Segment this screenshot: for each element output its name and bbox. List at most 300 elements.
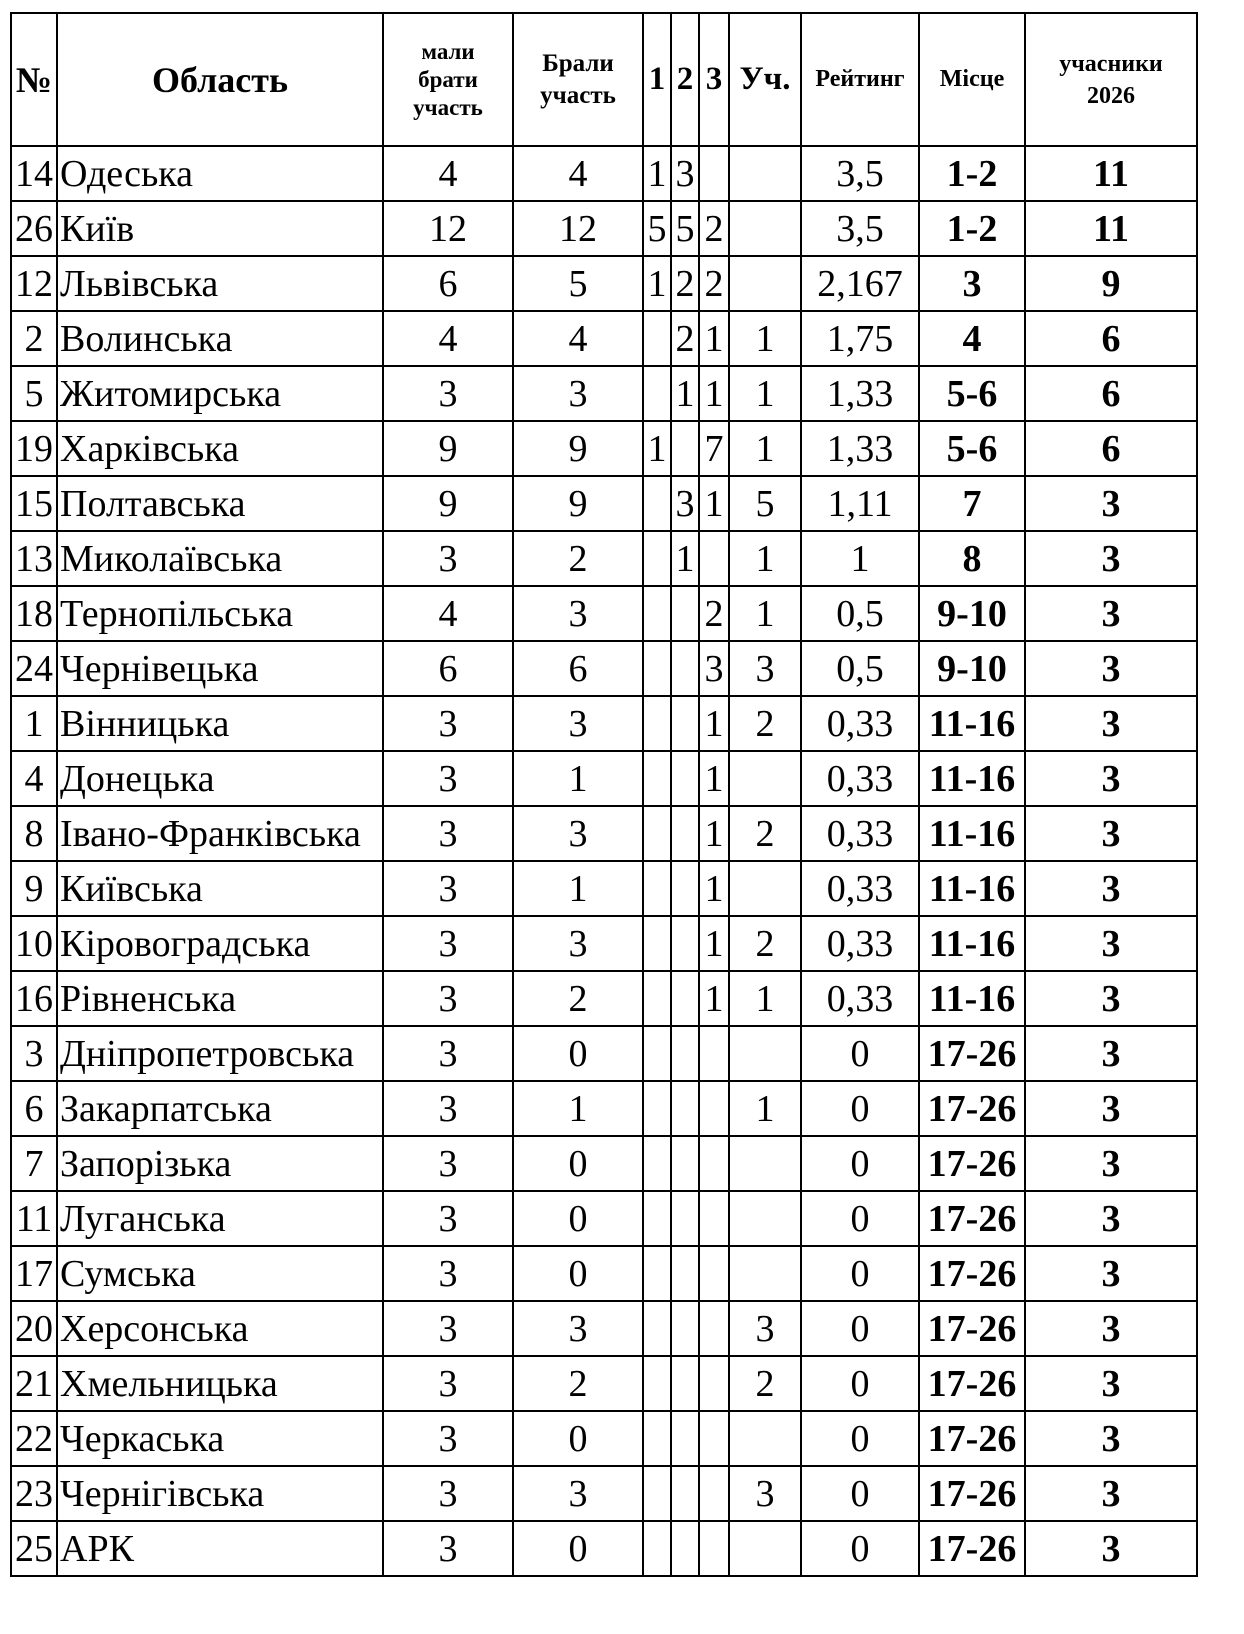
cell-region: Житомирська bbox=[57, 366, 383, 421]
cell-took: 1 bbox=[513, 861, 643, 916]
cell-planned: 3 bbox=[383, 751, 513, 806]
cell-no: 16 bbox=[11, 971, 57, 1026]
cell-first-place bbox=[643, 1246, 671, 1301]
cell-first-place: 5 bbox=[643, 201, 671, 256]
cell-first-place bbox=[643, 806, 671, 861]
cell-region: Хмельницька bbox=[57, 1356, 383, 1411]
cell-planned: 3 bbox=[383, 531, 513, 586]
header-planned bbox=[383, 13, 513, 146]
cell-third-place bbox=[699, 1026, 729, 1081]
cell-planned: 3 bbox=[383, 1411, 513, 1466]
table-row bbox=[11, 1521, 1197, 1576]
cell-place: 11-16 bbox=[919, 696, 1025, 751]
cell-participants: 1 bbox=[729, 311, 801, 366]
header-third-place: 3 bbox=[699, 13, 729, 146]
cell-rating: 0 bbox=[801, 1521, 919, 1576]
cell-second-place bbox=[671, 1191, 699, 1246]
table-row bbox=[11, 1026, 1197, 1081]
cell-place: 9-10 bbox=[919, 586, 1025, 641]
cell-rating: 0 bbox=[801, 1136, 919, 1191]
cell-next-participants: 3 bbox=[1025, 531, 1197, 586]
cell-participants: 1 bbox=[729, 1081, 801, 1136]
cell-took: 0 bbox=[513, 1191, 643, 1246]
cell-place: 4 bbox=[919, 311, 1025, 366]
cell-next-participants: 3 bbox=[1025, 1301, 1197, 1356]
cell-first-place bbox=[643, 586, 671, 641]
cell-place: 3 bbox=[919, 256, 1025, 311]
table-row bbox=[11, 861, 1197, 916]
table-row bbox=[11, 1191, 1197, 1246]
cell-took: 3 bbox=[513, 366, 643, 421]
cell-second-place bbox=[671, 421, 699, 476]
cell-place: 11-16 bbox=[919, 971, 1025, 1026]
cell-no: 26 bbox=[11, 201, 57, 256]
cell-next-participants: 3 bbox=[1025, 1466, 1197, 1521]
cell-rating: 1,33 bbox=[801, 421, 919, 476]
cell-rating: 0,5 bbox=[801, 586, 919, 641]
cell-region: Івано-Франківська bbox=[57, 806, 383, 861]
cell-no: 25 bbox=[11, 1521, 57, 1576]
header-planned-line3: участь bbox=[413, 94, 483, 120]
cell-no: 20 bbox=[11, 1301, 57, 1356]
cell-first-place: 1 bbox=[643, 256, 671, 311]
cell-first-place bbox=[643, 1411, 671, 1466]
cell-second-place: 5 bbox=[671, 201, 699, 256]
header-took-line1: Брали bbox=[542, 49, 614, 77]
cell-third-place bbox=[699, 531, 729, 586]
cell-took: 3 bbox=[513, 696, 643, 751]
cell-planned: 3 bbox=[383, 1521, 513, 1576]
cell-no: 18 bbox=[11, 586, 57, 641]
results-table-wrapper bbox=[10, 12, 1198, 1577]
cell-next-participants: 3 bbox=[1025, 1246, 1197, 1301]
cell-place: 17-26 bbox=[919, 1521, 1025, 1576]
cell-no: 1 bbox=[11, 696, 57, 751]
cell-place: 11-16 bbox=[919, 916, 1025, 971]
cell-participants bbox=[729, 1246, 801, 1301]
cell-second-place bbox=[671, 1081, 699, 1136]
cell-third-place bbox=[699, 1411, 729, 1466]
cell-region: Одеська bbox=[57, 146, 383, 201]
cell-planned: 3 bbox=[383, 1301, 513, 1356]
cell-next-participants: 3 bbox=[1025, 861, 1197, 916]
cell-first-place bbox=[643, 1301, 671, 1356]
cell-next-participants: 6 bbox=[1025, 311, 1197, 366]
cell-third-place: 3 bbox=[699, 641, 729, 696]
cell-participants bbox=[729, 201, 801, 256]
header-row bbox=[11, 13, 1197, 146]
cell-second-place bbox=[671, 751, 699, 806]
cell-second-place bbox=[671, 1246, 699, 1301]
cell-third-place bbox=[699, 1136, 729, 1191]
cell-region: Луганська bbox=[57, 1191, 383, 1246]
cell-participants bbox=[729, 256, 801, 311]
cell-region: Харківська bbox=[57, 421, 383, 476]
cell-participants: 1 bbox=[729, 366, 801, 421]
cell-planned: 3 bbox=[383, 1246, 513, 1301]
cell-participants: 3 bbox=[729, 641, 801, 696]
cell-third-place bbox=[699, 1301, 729, 1356]
table-row bbox=[11, 806, 1197, 861]
cell-rating: 0 bbox=[801, 1466, 919, 1521]
table-row bbox=[11, 201, 1197, 256]
cell-participants bbox=[729, 751, 801, 806]
cell-rating: 1,75 bbox=[801, 311, 919, 366]
cell-planned: 3 bbox=[383, 1191, 513, 1246]
cell-region: Кіровоградська bbox=[57, 916, 383, 971]
cell-place: 1-2 bbox=[919, 201, 1025, 256]
cell-first-place bbox=[643, 1026, 671, 1081]
cell-next-participants: 3 bbox=[1025, 1026, 1197, 1081]
table-row bbox=[11, 971, 1197, 1026]
cell-planned: 4 bbox=[383, 146, 513, 201]
cell-next-participants: 11 bbox=[1025, 146, 1197, 201]
cell-rating: 0 bbox=[801, 1356, 919, 1411]
cell-took: 0 bbox=[513, 1026, 643, 1081]
cell-took: 3 bbox=[513, 1301, 643, 1356]
cell-planned: 9 bbox=[383, 421, 513, 476]
header-took-line2: участь bbox=[540, 81, 616, 109]
cell-participants bbox=[729, 146, 801, 201]
cell-rating: 0 bbox=[801, 1411, 919, 1466]
cell-no: 10 bbox=[11, 916, 57, 971]
cell-participants bbox=[729, 1026, 801, 1081]
cell-second-place: 2 bbox=[671, 311, 699, 366]
cell-region: Закарпатська bbox=[57, 1081, 383, 1136]
cell-took: 4 bbox=[513, 146, 643, 201]
cell-place: 8 bbox=[919, 531, 1025, 586]
cell-next-participants: 11 bbox=[1025, 201, 1197, 256]
cell-took: 0 bbox=[513, 1521, 643, 1576]
cell-first-place bbox=[643, 1136, 671, 1191]
cell-next-participants: 3 bbox=[1025, 641, 1197, 696]
cell-rating: 0 bbox=[801, 1301, 919, 1356]
cell-no: 7 bbox=[11, 1136, 57, 1191]
cell-second-place bbox=[671, 806, 699, 861]
cell-no: 3 bbox=[11, 1026, 57, 1081]
cell-took: 2 bbox=[513, 971, 643, 1026]
cell-participants: 3 bbox=[729, 1466, 801, 1521]
cell-rating: 3,5 bbox=[801, 201, 919, 256]
cell-took: 3 bbox=[513, 916, 643, 971]
cell-no: 22 bbox=[11, 1411, 57, 1466]
cell-no: 24 bbox=[11, 641, 57, 696]
cell-third-place bbox=[699, 1081, 729, 1136]
table-row bbox=[11, 696, 1197, 751]
cell-participants bbox=[729, 1411, 801, 1466]
cell-place: 5-6 bbox=[919, 421, 1025, 476]
cell-participants: 1 bbox=[729, 421, 801, 476]
cell-planned: 3 bbox=[383, 916, 513, 971]
cell-planned: 3 bbox=[383, 1136, 513, 1191]
cell-third-place bbox=[699, 1521, 729, 1576]
cell-rating: 0,5 bbox=[801, 641, 919, 696]
cell-participants: 2 bbox=[729, 696, 801, 751]
cell-first-place bbox=[643, 531, 671, 586]
cell-region: Полтавська bbox=[57, 476, 383, 531]
cell-third-place: 7 bbox=[699, 421, 729, 476]
cell-place: 11-16 bbox=[919, 806, 1025, 861]
cell-planned: 4 bbox=[383, 586, 513, 641]
table-row bbox=[11, 1081, 1197, 1136]
cell-region: Чернівецька bbox=[57, 641, 383, 696]
cell-second-place bbox=[671, 1466, 699, 1521]
cell-rating: 0 bbox=[801, 1191, 919, 1246]
cell-rating: 0,33 bbox=[801, 806, 919, 861]
cell-second-place: 2 bbox=[671, 256, 699, 311]
cell-next-participants: 3 bbox=[1025, 916, 1197, 971]
table-row bbox=[11, 256, 1197, 311]
cell-took: 6 bbox=[513, 641, 643, 696]
cell-rating: 0,33 bbox=[801, 751, 919, 806]
cell-first-place bbox=[643, 1356, 671, 1411]
header-took bbox=[513, 13, 643, 146]
cell-took: 3 bbox=[513, 1466, 643, 1521]
cell-third-place: 1 bbox=[699, 311, 729, 366]
table-row bbox=[11, 1246, 1197, 1301]
cell-planned: 6 bbox=[383, 256, 513, 311]
cell-third-place: 2 bbox=[699, 201, 729, 256]
cell-next-participants: 3 bbox=[1025, 1136, 1197, 1191]
cell-third-place: 2 bbox=[699, 256, 729, 311]
header-planned-line2: брати bbox=[418, 66, 478, 92]
cell-third-place bbox=[699, 1356, 729, 1411]
cell-participants bbox=[729, 861, 801, 916]
cell-planned: 3 bbox=[383, 696, 513, 751]
cell-region: Донецька bbox=[57, 751, 383, 806]
cell-took: 9 bbox=[513, 476, 643, 531]
cell-first-place bbox=[643, 971, 671, 1026]
cell-participants: 5 bbox=[729, 476, 801, 531]
cell-participants: 2 bbox=[729, 806, 801, 861]
cell-first-place: 1 bbox=[643, 146, 671, 201]
cell-first-place bbox=[643, 476, 671, 531]
cell-took: 2 bbox=[513, 531, 643, 586]
cell-took: 3 bbox=[513, 586, 643, 641]
cell-rating: 1,33 bbox=[801, 366, 919, 421]
cell-first-place bbox=[643, 1521, 671, 1576]
cell-next-participants: 6 bbox=[1025, 421, 1197, 476]
cell-no: 21 bbox=[11, 1356, 57, 1411]
cell-second-place bbox=[671, 1136, 699, 1191]
cell-took: 0 bbox=[513, 1246, 643, 1301]
cell-second-place bbox=[671, 1356, 699, 1411]
cell-place: 5-6 bbox=[919, 366, 1025, 421]
cell-region: Чернігівська bbox=[57, 1466, 383, 1521]
cell-participants: 2 bbox=[729, 916, 801, 971]
cell-second-place bbox=[671, 641, 699, 696]
table-row bbox=[11, 1466, 1197, 1521]
cell-planned: 3 bbox=[383, 971, 513, 1026]
cell-took: 3 bbox=[513, 806, 643, 861]
cell-second-place bbox=[671, 1411, 699, 1466]
cell-rating: 0 bbox=[801, 1246, 919, 1301]
header-first-place: 1 bbox=[643, 13, 671, 146]
cell-took: 1 bbox=[513, 751, 643, 806]
cell-took: 9 bbox=[513, 421, 643, 476]
cell-place: 17-26 bbox=[919, 1301, 1025, 1356]
cell-third-place bbox=[699, 1466, 729, 1521]
cell-participants bbox=[729, 1191, 801, 1246]
cell-second-place bbox=[671, 1026, 699, 1081]
table-header bbox=[11, 13, 1197, 146]
cell-no: 23 bbox=[11, 1466, 57, 1521]
cell-participants bbox=[729, 1136, 801, 1191]
cell-second-place bbox=[671, 1521, 699, 1576]
cell-place: 17-26 bbox=[919, 1356, 1025, 1411]
cell-next-participants: 3 bbox=[1025, 476, 1197, 531]
cell-took: 0 bbox=[513, 1136, 643, 1191]
cell-region: Дніпропетровська bbox=[57, 1026, 383, 1081]
cell-took: 5 bbox=[513, 256, 643, 311]
cell-no: 11 bbox=[11, 1191, 57, 1246]
cell-rating: 2,167 bbox=[801, 256, 919, 311]
cell-region: АРК bbox=[57, 1521, 383, 1576]
cell-no: 19 bbox=[11, 421, 57, 476]
cell-region: Сумська bbox=[57, 1246, 383, 1301]
table-row bbox=[11, 641, 1197, 696]
cell-first-place bbox=[643, 1081, 671, 1136]
cell-first-place bbox=[643, 1466, 671, 1521]
cell-rating: 0,33 bbox=[801, 696, 919, 751]
cell-second-place bbox=[671, 1301, 699, 1356]
cell-planned: 3 bbox=[383, 1026, 513, 1081]
cell-third-place: 1 bbox=[699, 971, 729, 1026]
cell-second-place: 3 bbox=[671, 146, 699, 201]
cell-first-place bbox=[643, 366, 671, 421]
cell-next-participants: 3 bbox=[1025, 1081, 1197, 1136]
cell-next-participants: 9 bbox=[1025, 256, 1197, 311]
cell-no: 12 bbox=[11, 256, 57, 311]
cell-planned: 6 bbox=[383, 641, 513, 696]
cell-next-participants: 3 bbox=[1025, 696, 1197, 751]
cell-place: 17-26 bbox=[919, 1081, 1025, 1136]
table-row bbox=[11, 476, 1197, 531]
cell-participants bbox=[729, 1521, 801, 1576]
header-next-line2: 2026 bbox=[1087, 82, 1135, 109]
cell-region: Київська bbox=[57, 861, 383, 916]
cell-third-place bbox=[699, 1246, 729, 1301]
cell-no: 14 bbox=[11, 146, 57, 201]
table-row bbox=[11, 1136, 1197, 1191]
cell-second-place: 1 bbox=[671, 366, 699, 421]
cell-rating: 0 bbox=[801, 1081, 919, 1136]
cell-first-place bbox=[643, 696, 671, 751]
cell-first-place bbox=[643, 1191, 671, 1246]
cell-rating: 0 bbox=[801, 1026, 919, 1081]
cell-next-participants: 3 bbox=[1025, 751, 1197, 806]
cell-rating: 3,5 bbox=[801, 146, 919, 201]
cell-no: 15 bbox=[11, 476, 57, 531]
cell-third-place: 1 bbox=[699, 476, 729, 531]
table-row bbox=[11, 1356, 1197, 1411]
cell-next-participants: 3 bbox=[1025, 806, 1197, 861]
cell-next-participants: 3 bbox=[1025, 1521, 1197, 1576]
cell-no: 5 bbox=[11, 366, 57, 421]
header-region: Область bbox=[57, 13, 383, 146]
cell-planned: 3 bbox=[383, 1356, 513, 1411]
cell-place: 9-10 bbox=[919, 641, 1025, 696]
cell-no: 8 bbox=[11, 806, 57, 861]
cell-third-place: 1 bbox=[699, 366, 729, 421]
cell-rating: 1,11 bbox=[801, 476, 919, 531]
cell-second-place: 1 bbox=[671, 531, 699, 586]
cell-place: 11-16 bbox=[919, 861, 1025, 916]
cell-region: Вінницька bbox=[57, 696, 383, 751]
cell-rating: 0,33 bbox=[801, 861, 919, 916]
table-row bbox=[11, 751, 1197, 806]
cell-region: Київ bbox=[57, 201, 383, 256]
table-row bbox=[11, 146, 1197, 201]
header-no: № bbox=[11, 13, 57, 146]
cell-no: 6 bbox=[11, 1081, 57, 1136]
cell-planned: 3 bbox=[383, 806, 513, 861]
cell-second-place bbox=[671, 971, 699, 1026]
cell-participants: 1 bbox=[729, 971, 801, 1026]
cell-first-place bbox=[643, 861, 671, 916]
cell-no: 9 bbox=[11, 861, 57, 916]
table-row bbox=[11, 311, 1197, 366]
cell-region: Львівська bbox=[57, 256, 383, 311]
cell-took: 2 bbox=[513, 1356, 643, 1411]
cell-place: 17-26 bbox=[919, 1246, 1025, 1301]
cell-third-place: 2 bbox=[699, 586, 729, 641]
header-rating: Рейтинг bbox=[801, 13, 919, 146]
cell-next-participants: 3 bbox=[1025, 1411, 1197, 1466]
table-body bbox=[11, 146, 1197, 1576]
cell-third-place: 1 bbox=[699, 751, 729, 806]
table-row bbox=[11, 1301, 1197, 1356]
cell-place: 1-2 bbox=[919, 146, 1025, 201]
header-place: Місце bbox=[919, 13, 1025, 146]
cell-second-place bbox=[671, 586, 699, 641]
cell-participants: 3 bbox=[729, 1301, 801, 1356]
header-planned-line1: мали bbox=[421, 38, 475, 64]
cell-planned: 12 bbox=[383, 201, 513, 256]
header-next-participants bbox=[1025, 13, 1197, 146]
table-row bbox=[11, 366, 1197, 421]
cell-no: 2 bbox=[11, 311, 57, 366]
cell-region: Миколаївська bbox=[57, 531, 383, 586]
cell-place: 17-26 bbox=[919, 1191, 1025, 1246]
cell-place: 17-26 bbox=[919, 1411, 1025, 1466]
cell-rating: 0,33 bbox=[801, 971, 919, 1026]
cell-third-place: 1 bbox=[699, 696, 729, 751]
cell-third-place: 1 bbox=[699, 916, 729, 971]
cell-second-place bbox=[671, 696, 699, 751]
table-row bbox=[11, 421, 1197, 476]
table-row bbox=[11, 916, 1197, 971]
cell-second-place bbox=[671, 916, 699, 971]
results-table bbox=[10, 12, 1198, 1577]
cell-next-participants: 6 bbox=[1025, 366, 1197, 421]
cell-first-place bbox=[643, 641, 671, 696]
cell-place: 17-26 bbox=[919, 1026, 1025, 1081]
cell-next-participants: 3 bbox=[1025, 1191, 1197, 1246]
cell-region: Черкаська bbox=[57, 1411, 383, 1466]
cell-planned: 4 bbox=[383, 311, 513, 366]
cell-region: Запорізька bbox=[57, 1136, 383, 1191]
cell-first-place bbox=[643, 751, 671, 806]
cell-participants: 1 bbox=[729, 586, 801, 641]
cell-took: 4 bbox=[513, 311, 643, 366]
cell-second-place: 3 bbox=[671, 476, 699, 531]
cell-participants: 2 bbox=[729, 1356, 801, 1411]
cell-next-participants: 3 bbox=[1025, 1356, 1197, 1411]
cell-took: 1 bbox=[513, 1081, 643, 1136]
cell-third-place bbox=[699, 1191, 729, 1246]
cell-next-participants: 3 bbox=[1025, 971, 1197, 1026]
